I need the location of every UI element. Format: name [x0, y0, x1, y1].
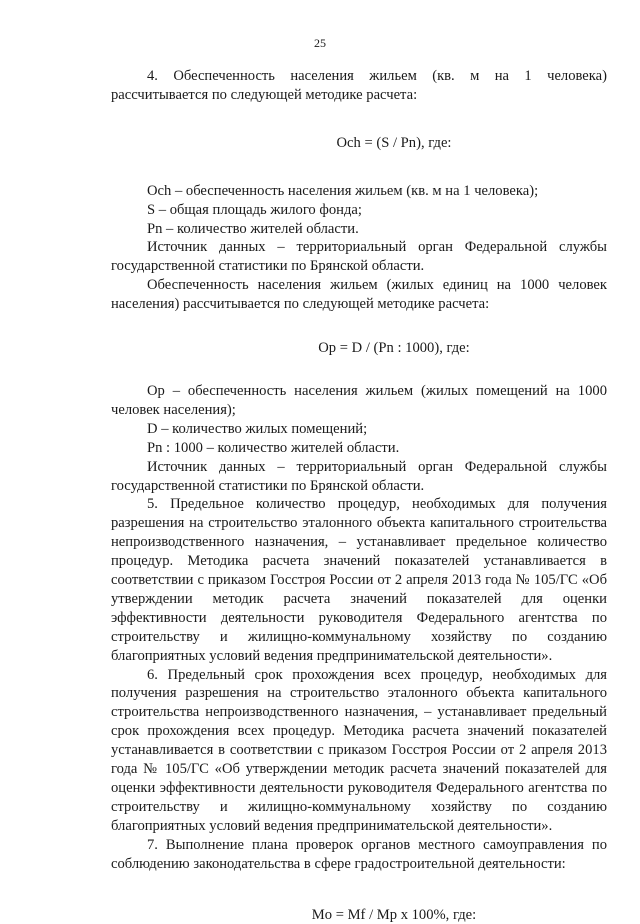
data-source-1: Источник данных – территориальный орган Федеральной службы государственной статистики по Брянской области.	[111, 239, 607, 275]
section-6: 6. Предельный срок прохождения всех процедур, необходимых для получения разрешения на строительство эталонного объекта капитального строительства непроизводственного назначения, – устанавливает предельный срок прохождения всех процедур. Методика расчета значений показателей устанавливается в соответствии с приказом Госстроя России от 2 апреля 2013 года № 105/ГС «Об утверждении методик расчета значений показателей для оценки эффективности деятельности руководителя Федерального агентства по строительству и жилищно-коммунальному хозяйству по созданию благоприятных условий ведения предпринимательской деятельности».	[111, 666, 607, 834]
formula-op: Op = D / (Pn : 1000), где:	[318, 340, 470, 357]
page-number: 25	[314, 36, 326, 50]
section-7: 7. Выполнение плана проверок органов местного самоуправления по соблюдению законодательства в сфере градостроительной деятельности:	[111, 836, 607, 872]
data-source-2: Источник данных – территориальный орган Федеральной службы государственной статистики по Брянской области.	[111, 458, 607, 494]
definition-s: S – общая площадь жилого фонда;	[147, 201, 362, 218]
document-body	[111, 67, 607, 924]
formula-mo: Mo = Mf / Mp x 100%, где:	[311, 906, 477, 923]
section-4-intro: 4. Обеспеченность населения жильем (кв. м на 1 человека) рассчитывается по следующей методике расчета:	[111, 68, 607, 103]
definition-d: D – количество жилых помещений;	[147, 420, 368, 437]
definition-pn1000: Pn : 1000 – количество жителей области.	[147, 439, 400, 456]
definition-pn: Pn – количество жителей области.	[147, 220, 359, 237]
op-intro: Обеспеченность населения жильем (жилых единиц на 1000 человек населения) рассчитывается по следующей методике расчета:	[111, 277, 607, 313]
definition-op: Op – обеспеченность населения жильем (жилых помещений на 1000 человек населения);	[111, 382, 607, 418]
formula-och: Och = (S / Pn), где:	[336, 134, 452, 151]
definition-och: Och – обеспеченность населения жильем (кв. м на 1 человека);	[147, 182, 539, 199]
section-5: 5. Предельное количество процедур, необходимых для получения разрешения на строительство эталонного объекта капитального строительства непроизводственного назначения, – устанавливает предельное количество процедур. Методика расчета значений показателей устанавливается в соответствии с приказом Госстроя России от 2 апреля 2013 года № 105/ГС «Об утверждении методик расчета значений показателей для оценки эффективности деятельности руководителя Федерального агентства по строительству и жилищно-коммунальному хозяйству по созданию благоприятных условий ведения предпринимательской деятельности».	[111, 496, 607, 664]
